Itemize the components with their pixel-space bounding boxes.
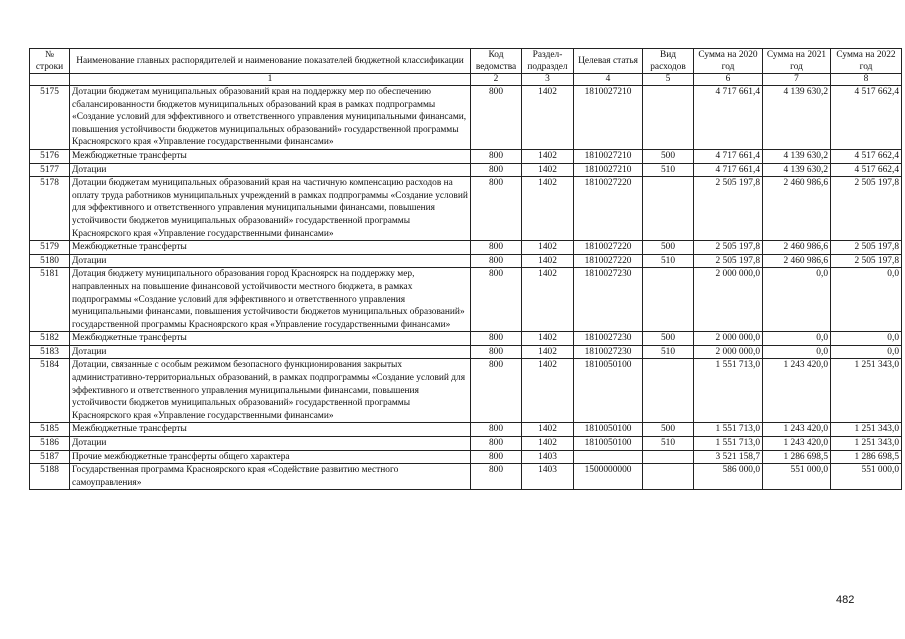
row-2021: 4 139 630,2 [763,149,831,163]
row-name: Дотации бюджетам муниципальных образований края на поддержку мер по обеспечению сбалансированности бюджетов муниципальных образований края в рамках подпрограммы «Создание условий для эффективного и ответственного управления муниципальными финансами, повышения устойчивости бюджетов муниципальных образований» государственной программы Красноярского края «Управление государственными финансами» [70,86,471,150]
row-name: Дотации бюджетам муниципальных образований края на частичную компенсацию расходов на оплату труда работников муниципальных учреждений в рамках подпрограммы «Создание условий для эффективного и ответственного управления муниципальными финансами, повышения устойчивости бюджетов муниципальных образований» государственной программы Красноярского края «Управление государственными финансами» [70,177,471,241]
row-name: Дотация бюджету муниципального образования город Красноярск на поддержку мер, направленных на повышение финансовой устойчивости местного бюджета, в рамках подпрограммы «Создание условий для эффективного и ответственного управления муниципальными финансами, повышения устойчивости бюджетов муниципальных образований» государственной программы Красноярского края «Управление государственными финансами» [70,268,471,332]
header-exp-type: Вид расходов [643,49,694,74]
row-name: Межбюджетные трансферты [70,423,471,437]
row-section: 1402 [522,86,574,150]
row-dept: 800 [471,345,522,359]
column-number: 3 [522,74,574,86]
row-number: 5177 [30,163,70,177]
row-2020: 2 505 197,8 [694,241,763,255]
row-2022: 0,0 [831,268,902,332]
row-2022: 1 251 343,0 [831,437,902,451]
row-2022: 2 505 197,8 [831,254,902,268]
row-number: 5175 [30,86,70,150]
row-number: 5182 [30,332,70,346]
row-exp-type [643,450,694,464]
row-name: Межбюджетные трансферты [70,149,471,163]
row-2022: 4 517 662,4 [831,86,902,150]
header-2020: Сумма на 2020 год [694,49,763,74]
row-2022: 1 251 343,0 [831,359,902,423]
row-exp-type: 500 [643,149,694,163]
row-number: 5179 [30,241,70,255]
row-target: 1810027220 [574,241,643,255]
table-row [30,345,902,359]
table-row [30,149,902,163]
row-2020: 3 521 158,7 [694,450,763,464]
row-2020: 2 505 197,8 [694,177,763,241]
row-exp-type: 510 [643,345,694,359]
row-name: Дотации [70,254,471,268]
table-row [30,423,902,437]
row-number: 5184 [30,359,70,423]
row-2021: 0,0 [763,332,831,346]
row-2021: 1 243 420,0 [763,359,831,423]
row-section: 1402 [522,437,574,451]
header-2022: Сумма на 2022 год [831,49,902,74]
table-row [30,268,902,332]
row-section: 1402 [522,241,574,255]
row-dept: 800 [471,464,522,490]
table-row [30,450,902,464]
column-number: 2 [471,74,522,86]
row-dept: 800 [471,86,522,150]
column-number: 4 [574,74,643,86]
row-target: 1810027230 [574,268,643,332]
column-number: 7 [763,74,831,86]
row-section: 1402 [522,268,574,332]
row-section: 1402 [522,177,574,241]
table-row [30,332,902,346]
row-2020: 2 505 197,8 [694,254,763,268]
row-name: Межбюджетные трансферты [70,332,471,346]
row-target: 1810050100 [574,437,643,451]
row-exp-type [643,359,694,423]
row-2022: 0,0 [831,345,902,359]
row-2021: 1 243 420,0 [763,437,831,451]
row-2022: 551 000,0 [831,464,902,490]
row-exp-type [643,464,694,490]
row-2021: 551 000,0 [763,464,831,490]
row-dept: 800 [471,359,522,423]
row-target: 1810027230 [574,332,643,346]
header-row-num: № строки [30,49,70,74]
row-name: Дотации [70,163,471,177]
table-row [30,254,902,268]
header-name: Наименование главных распорядителей и наименование показателей бюджетной классификации [70,49,471,74]
table-row [30,359,902,423]
row-target: 1810027230 [574,345,643,359]
row-target: 1810027220 [574,254,643,268]
column-number [30,74,70,86]
row-section: 1403 [522,450,574,464]
row-target: 1810027220 [574,177,643,241]
row-name: Дотации [70,437,471,451]
row-target: 1810027210 [574,163,643,177]
row-section: 1402 [522,163,574,177]
row-number: 5188 [30,464,70,490]
row-exp-type: 500 [643,423,694,437]
table-row [30,86,902,150]
row-dept: 800 [471,241,522,255]
row-2022: 4 517 662,4 [831,163,902,177]
row-number: 5180 [30,254,70,268]
row-2021: 2 460 986,6 [763,177,831,241]
budget-table [29,48,902,490]
row-number: 5186 [30,437,70,451]
row-number: 5176 [30,149,70,163]
row-number: 5178 [30,177,70,241]
table-row [30,241,902,255]
row-dept: 800 [471,163,522,177]
row-target: 1810027210 [574,86,643,150]
row-2020: 4 717 661,4 [694,86,763,150]
row-2021: 2 460 986,6 [763,254,831,268]
row-2020: 4 717 661,4 [694,149,763,163]
page-number: 482 [836,594,855,606]
header-row [30,49,902,74]
row-exp-type: 510 [643,163,694,177]
row-2021: 2 460 986,6 [763,241,831,255]
row-target: 1810050100 [574,359,643,423]
row-name: Межбюджетные трансферты [70,241,471,255]
row-dept: 800 [471,437,522,451]
row-2020: 1 551 713,0 [694,423,763,437]
header-dept: Код ведомства [471,49,522,74]
row-exp-type: 510 [643,254,694,268]
row-2020: 1 551 713,0 [694,359,763,423]
row-2022: 2 505 197,8 [831,177,902,241]
row-name: Дотации, связанные с особым режимом безопасного функционирования закрытых административно-территориальных образований, в рамках подпрограммы «Создание условий для эффективного и ответственного управления муниципальными финансами, повышения устойчивости бюджетов муниципальных образований» государственной программы Красноярского края «Управление государственными финансами» [70,359,471,423]
column-number: 1 [70,74,471,86]
row-section: 1402 [522,149,574,163]
row-number: 5183 [30,345,70,359]
row-2020: 1 551 713,0 [694,437,763,451]
row-dept: 800 [471,332,522,346]
row-2022: 1 286 698,5 [831,450,902,464]
row-target [574,450,643,464]
row-exp-type [643,177,694,241]
row-section: 1402 [522,345,574,359]
row-section: 1402 [522,359,574,423]
row-2021: 1 286 698,5 [763,450,831,464]
row-number: 5187 [30,450,70,464]
row-2022: 2 505 197,8 [831,241,902,255]
row-2020: 586 000,0 [694,464,763,490]
row-exp-type: 510 [643,437,694,451]
row-number: 5181 [30,268,70,332]
row-2022: 0,0 [831,332,902,346]
row-target: 1810050100 [574,423,643,437]
row-dept: 800 [471,177,522,241]
row-name: Прочие межбюджетные трансферты общего характера [70,450,471,464]
row-exp-type: 500 [643,241,694,255]
row-exp-type [643,86,694,150]
row-name: Дотации [70,345,471,359]
row-2022: 1 251 343,0 [831,423,902,437]
row-2021: 0,0 [763,268,831,332]
row-exp-type: 500 [643,332,694,346]
column-number: 8 [831,74,902,86]
row-name: Государственная программа Красноярского края «Содействие развитию местного самоуправления» [70,464,471,490]
header-2021: Сумма на 2021 год [763,49,831,74]
row-section: 1402 [522,423,574,437]
row-target: 1810027210 [574,149,643,163]
row-section: 1402 [522,254,574,268]
row-dept: 800 [471,268,522,332]
row-exp-type [643,268,694,332]
row-2020: 2 000 000,0 [694,332,763,346]
row-dept: 800 [471,254,522,268]
row-2020: 4 717 661,4 [694,163,763,177]
table-row [30,163,902,177]
header-target: Целевая статья [574,49,643,74]
row-2020: 2 000 000,0 [694,345,763,359]
row-2021: 1 243 420,0 [763,423,831,437]
column-number: 5 [643,74,694,86]
row-dept: 800 [471,149,522,163]
column-number-row [30,74,902,86]
row-dept: 800 [471,450,522,464]
row-2021: 0,0 [763,345,831,359]
row-dept: 800 [471,423,522,437]
column-number: 6 [694,74,763,86]
row-target: 1500000000 [574,464,643,490]
row-section: 1403 [522,464,574,490]
row-2020: 2 000 000,0 [694,268,763,332]
header-section: Раздел-подраздел [522,49,574,74]
table-row [30,437,902,451]
table-body [30,86,902,490]
row-number: 5185 [30,423,70,437]
row-section: 1402 [522,332,574,346]
row-2021: 4 139 630,2 [763,163,831,177]
table-row [30,177,902,241]
table-row [30,464,902,490]
row-2021: 4 139 630,2 [763,86,831,150]
row-2022: 4 517 662,4 [831,149,902,163]
